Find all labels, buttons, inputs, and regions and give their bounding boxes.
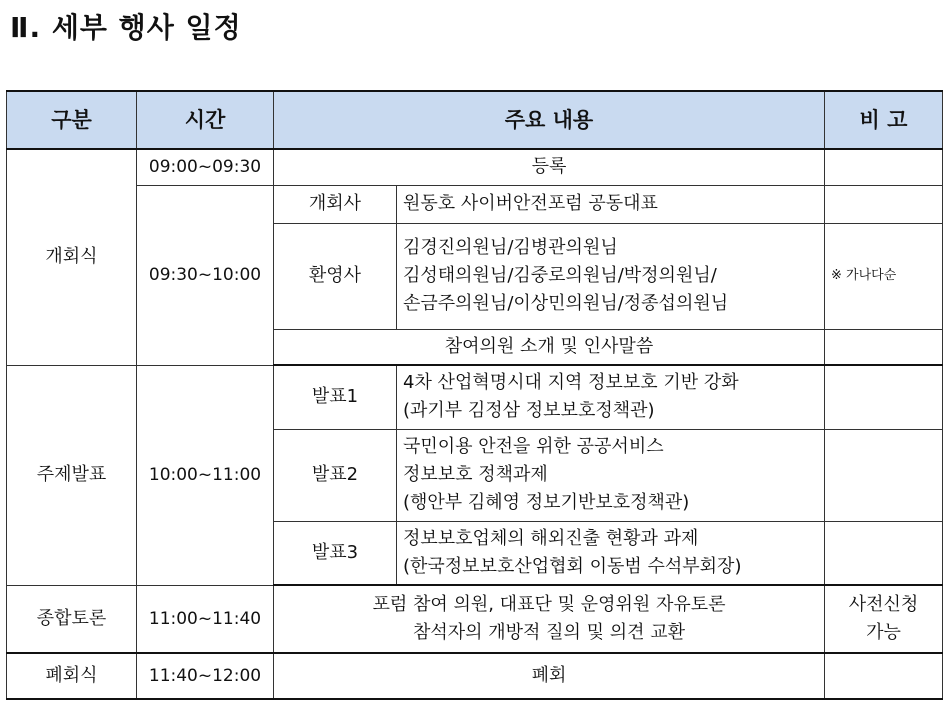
table-row (7, 585, 943, 653)
content-discussion (274, 585, 825, 653)
section-title: Ⅱ. 세부 행사 일정 (10, 11, 242, 44)
category-opening: 개회식 (7, 149, 137, 365)
table-header-row (7, 91, 943, 149)
remarks-line: 가능 (866, 622, 901, 643)
talk-line: 정보보호업체의 해외진출 현황과 과제 (403, 527, 699, 549)
table-row (7, 653, 943, 699)
remarks-cell (825, 185, 943, 223)
time-keynote: 10:00~11:00 (137, 365, 274, 585)
welcome-line: 손금주의원님/이상민의원님/정종섭의원님 (403, 292, 729, 314)
header-remarks: 비 고 (825, 91, 943, 149)
content-talk-2 (397, 429, 825, 521)
talk-line: (과기부 김정삼 정보보호정책관) (403, 400, 655, 422)
time-discussion: 11:00~11:40 (137, 585, 274, 653)
category-closing: 폐회식 (7, 653, 137, 699)
content-closing: 폐회 (274, 653, 825, 699)
content-welcome (397, 223, 825, 329)
remarks-cell (825, 521, 943, 585)
remarks-cell (825, 149, 943, 185)
time-ceremony: 09:30~10:00 (137, 185, 274, 365)
content-registration: 등록 (274, 149, 825, 185)
remarks-cell (825, 653, 943, 699)
time-closing: 11:40~12:00 (137, 653, 274, 699)
category-keynote: 주제발표 (7, 365, 137, 585)
label-welcome: 환영사 (274, 223, 397, 329)
label-talk-3: 발표3 (274, 521, 397, 585)
time-registration: 09:00~09:30 (137, 149, 274, 185)
label-opening-speech: 개회사 (274, 185, 397, 223)
category-discussion: 종합토론 (7, 585, 137, 653)
welcome-line: 김성태의원님/김중로의원님/박정의원님/ (403, 265, 717, 287)
talk-line: 정보보호 정책과제 (403, 464, 548, 486)
table-row (7, 185, 943, 223)
talk-line: (행안부 김혜영 정보기반보호정책관) (403, 491, 690, 513)
header-time: 시간 (137, 91, 274, 149)
talk-line: 4차 산업혁명시대 지역 정보보호 기반 강화 (403, 372, 739, 394)
remarks-line: 사전신청 (848, 594, 919, 616)
remarks-cell (825, 329, 943, 365)
welcome-line: 김경진의원님/김병관의원님 (403, 237, 618, 259)
table-row (7, 149, 943, 185)
talk-line: (한국정보보호산업협회 이동범 수석부회장) (403, 555, 742, 577)
remarks-alphabetical-note: ※ 가나다순 (825, 223, 943, 329)
table-row (7, 365, 943, 429)
label-talk-1: 발표1 (274, 365, 397, 429)
discussion-line: 포럼 참여 의원, 대표단 및 운영위원 자유토론 (372, 594, 726, 616)
content-talk-1 (397, 365, 825, 429)
header-content: 주요 내용 (274, 91, 825, 149)
talk-line: 국민이용 안전을 위한 공공서비스 (403, 436, 664, 458)
header-category: 구분 (7, 91, 137, 149)
content-talk-3 (397, 521, 825, 585)
content-opening-speech: 원동호 사이버안전포럼 공동대표 (397, 185, 825, 223)
remarks-cell (825, 365, 943, 429)
schedule-table (6, 90, 943, 700)
label-talk-2: 발표2 (274, 429, 397, 521)
remarks-preregistration (825, 585, 943, 653)
content-introduction: 참여의원 소개 및 인사말씀 (274, 329, 825, 365)
discussion-line: 참석자의 개방적 질의 및 의견 교환 (412, 622, 686, 643)
remarks-cell (825, 429, 943, 521)
